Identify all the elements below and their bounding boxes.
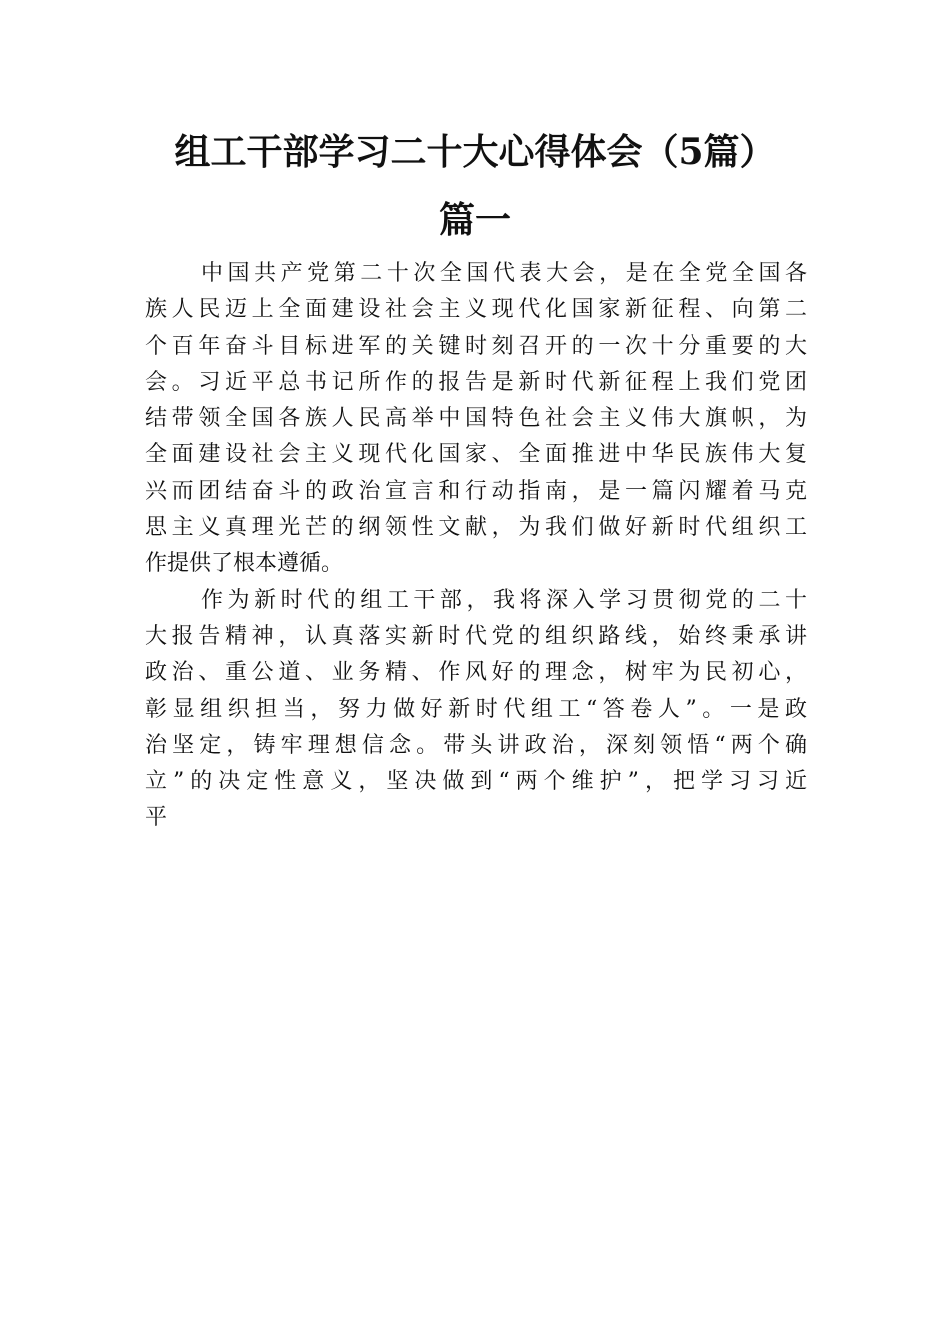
paragraph-line: 个百年奋斗目标进军的关键时刻召开的一次十分重要的大 [145,333,807,359]
document-title: 组工干部学习二十大心得体会（5篇） [174,131,776,173]
paragraph-line: 会。习近平总书记所作的报告是新时代新征程上我们党团 [145,369,807,395]
document-body [145,256,807,837]
paragraph-line: 政治、重公道、业务精、作风好的理念，树牢为民初心， [145,660,807,686]
paragraph-line: 中国共产党第二十次全国代表大会，是在全党全国各 [201,261,807,286]
section-heading: 篇一 [438,199,511,241]
paragraph-line: 全面建设社会主义现代化国家、全面推进中华民族伟大复 [145,442,807,468]
paragraph-2 [145,583,807,837]
paragraph-line: 结带领全国各族人民高举中国特色社会主义伟大旗帜，为 [145,406,807,432]
paragraph-line: 治坚定，铸牢理想信念。带头讲政治，深刻领悟“两个确 [145,732,807,758]
paragraph-line: 立”的决定性意义，坚决做到“两个维护”，把学习习近 [145,769,807,795]
paragraph-line: 大报告精神，认真落实新时代党的组织路线，始终秉承讲 [145,623,807,649]
paragraph-line: 彰显组织担当，努力做好新时代组工“答卷人”。一是政 [145,696,807,722]
paragraph-line: 作为新时代的组工干部，我将深入学习贯彻党的二十 [201,587,807,613]
paragraph-line: 平 [145,805,168,831]
paragraph-line: 作提供了根本遵循。 [145,551,344,577]
paragraph-line: 兴而团结奋斗的政治宣言和行动指南，是一篇闪耀着马克 [145,478,807,504]
paragraph-1 [145,256,807,583]
paragraph-line: 族人民迈上全面建设社会主义现代化国家新征程、向第二 [145,297,807,323]
paragraph-line: 思主义真理光芒的纲领性文献，为我们做好新时代组织工 [145,515,807,541]
